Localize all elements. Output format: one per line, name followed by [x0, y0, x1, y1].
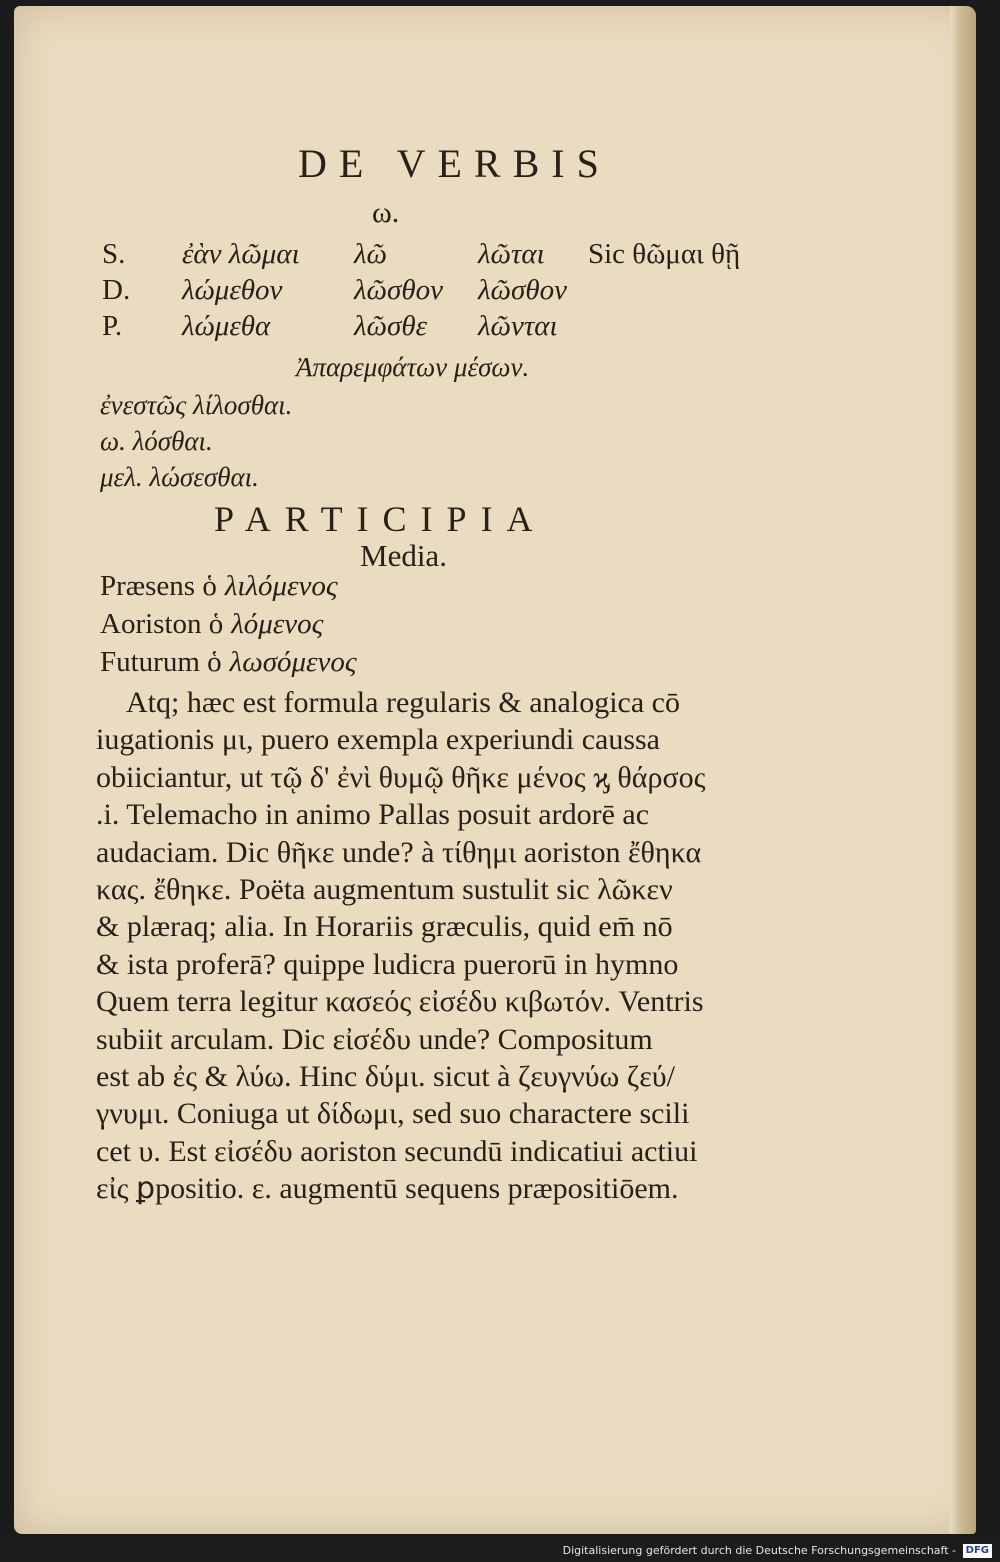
paragraph-line: Atq; hæc est formula regularis & analogica cō	[126, 686, 680, 719]
footer-bar	[0, 1540, 1000, 1562]
page-heading: DE VERBIS	[298, 141, 611, 186]
row-cell: λῶσθον	[354, 274, 443, 306]
paragraph-line: cet υ. Est εἰσέδυ aoriston secundū indicatiui actiui	[96, 1134, 698, 1168]
paragraph-line: obiiciantur, ut τῷ δ' ἐνὶ θυμῷ θῆκε μένος ϗ θάρσος	[96, 760, 706, 794]
participle-label: Aoriston ὁ	[100, 608, 224, 640]
paragraph-line: est ab ἐς & λύω. Hinc δύμι. sicut à ζευγνύω ζεύ/	[96, 1060, 675, 1094]
row-cell: λώμεθον	[182, 274, 283, 306]
infinitive-title: Ἀπαρεμφάτων μέσων.	[296, 352, 530, 382]
paragraph-line: εἰς ꝑpositio. ε. augmentū sequens præpositiōem.	[96, 1172, 679, 1206]
infinitive-line: ω. λόσθαι.	[100, 426, 213, 456]
row-label: P.	[102, 310, 123, 342]
paragraph-line: & ista proferā? quippe ludicra puerorū in hymno	[96, 947, 679, 981]
row-cell: λῶνται	[478, 310, 558, 342]
row-cell: ἐὰν λῶμαι	[182, 238, 300, 270]
page-edge	[950, 6, 976, 1534]
body-paragraph	[96, 684, 736, 1208]
participle-label: Præsens ὁ	[100, 570, 217, 602]
participle-line	[100, 570, 338, 603]
row-label: S.	[102, 238, 126, 270]
dfg-logo-icon[interactable]: DFG	[963, 1544, 992, 1558]
row-cell: λῶ	[354, 238, 388, 270]
participle-label: Futurum ὁ	[100, 646, 222, 678]
infinitive-line: ἐνεστῶς λίλοσθαι.	[100, 390, 293, 420]
row-cell: λῶσθον	[478, 274, 567, 306]
participle-greek: λόμενος	[231, 608, 324, 640]
paragraph-line: Quem terra legitur κασεός εἰσέδυ κιβωτόν. Ventris	[96, 985, 704, 1019]
paragraph-line: & plæraq; alia. In Horariis græculis, quid em̄ nō	[96, 910, 673, 944]
media-label: Media.	[360, 538, 447, 573]
participle-greek: λιλόμενος	[224, 570, 338, 602]
row-cell: λῶσθε	[354, 310, 428, 342]
participia-title: PARTICIPIA	[214, 499, 547, 539]
footer-credit: Digitalisierung gefördert durch die Deutsche Forschungsgemeinschaft -	[562, 1544, 956, 1557]
participle-greek: λωσόμενος	[229, 646, 357, 678]
omega-mark: ω.	[372, 196, 400, 229]
paragraph-line: audaciam. Dic θῆκε unde? à τίθημι aoriston ἔθηκα	[96, 835, 702, 869]
paragraph-line: subiit arculam. Dic εἰσέδυ unde? Compositum	[96, 1022, 653, 1056]
paragraph-line: κας. ἔθηκε. Poëta augmentum sustulit sic λῶκεν	[96, 873, 673, 907]
paragraph-line: γνυμι. Coniuga ut δίδωμι, sed suo charactere scili	[96, 1097, 690, 1131]
paragraph-line: .i. Telemacho in animo Pallas posuit ardorē ac	[96, 798, 650, 832]
row-cell: λῶται	[478, 238, 545, 270]
row-cell: λώμεθα	[182, 310, 271, 342]
row-cell: Sic θῶμαι θῇ	[588, 238, 741, 270]
infinitive-line: μελ. λώσεσθαι.	[100, 462, 259, 492]
participle-line	[100, 608, 323, 641]
participle-line	[100, 646, 357, 679]
row-label: D.	[102, 274, 131, 306]
paragraph-line: iugationis μι, puero exempla experiundi caussa	[96, 723, 660, 757]
